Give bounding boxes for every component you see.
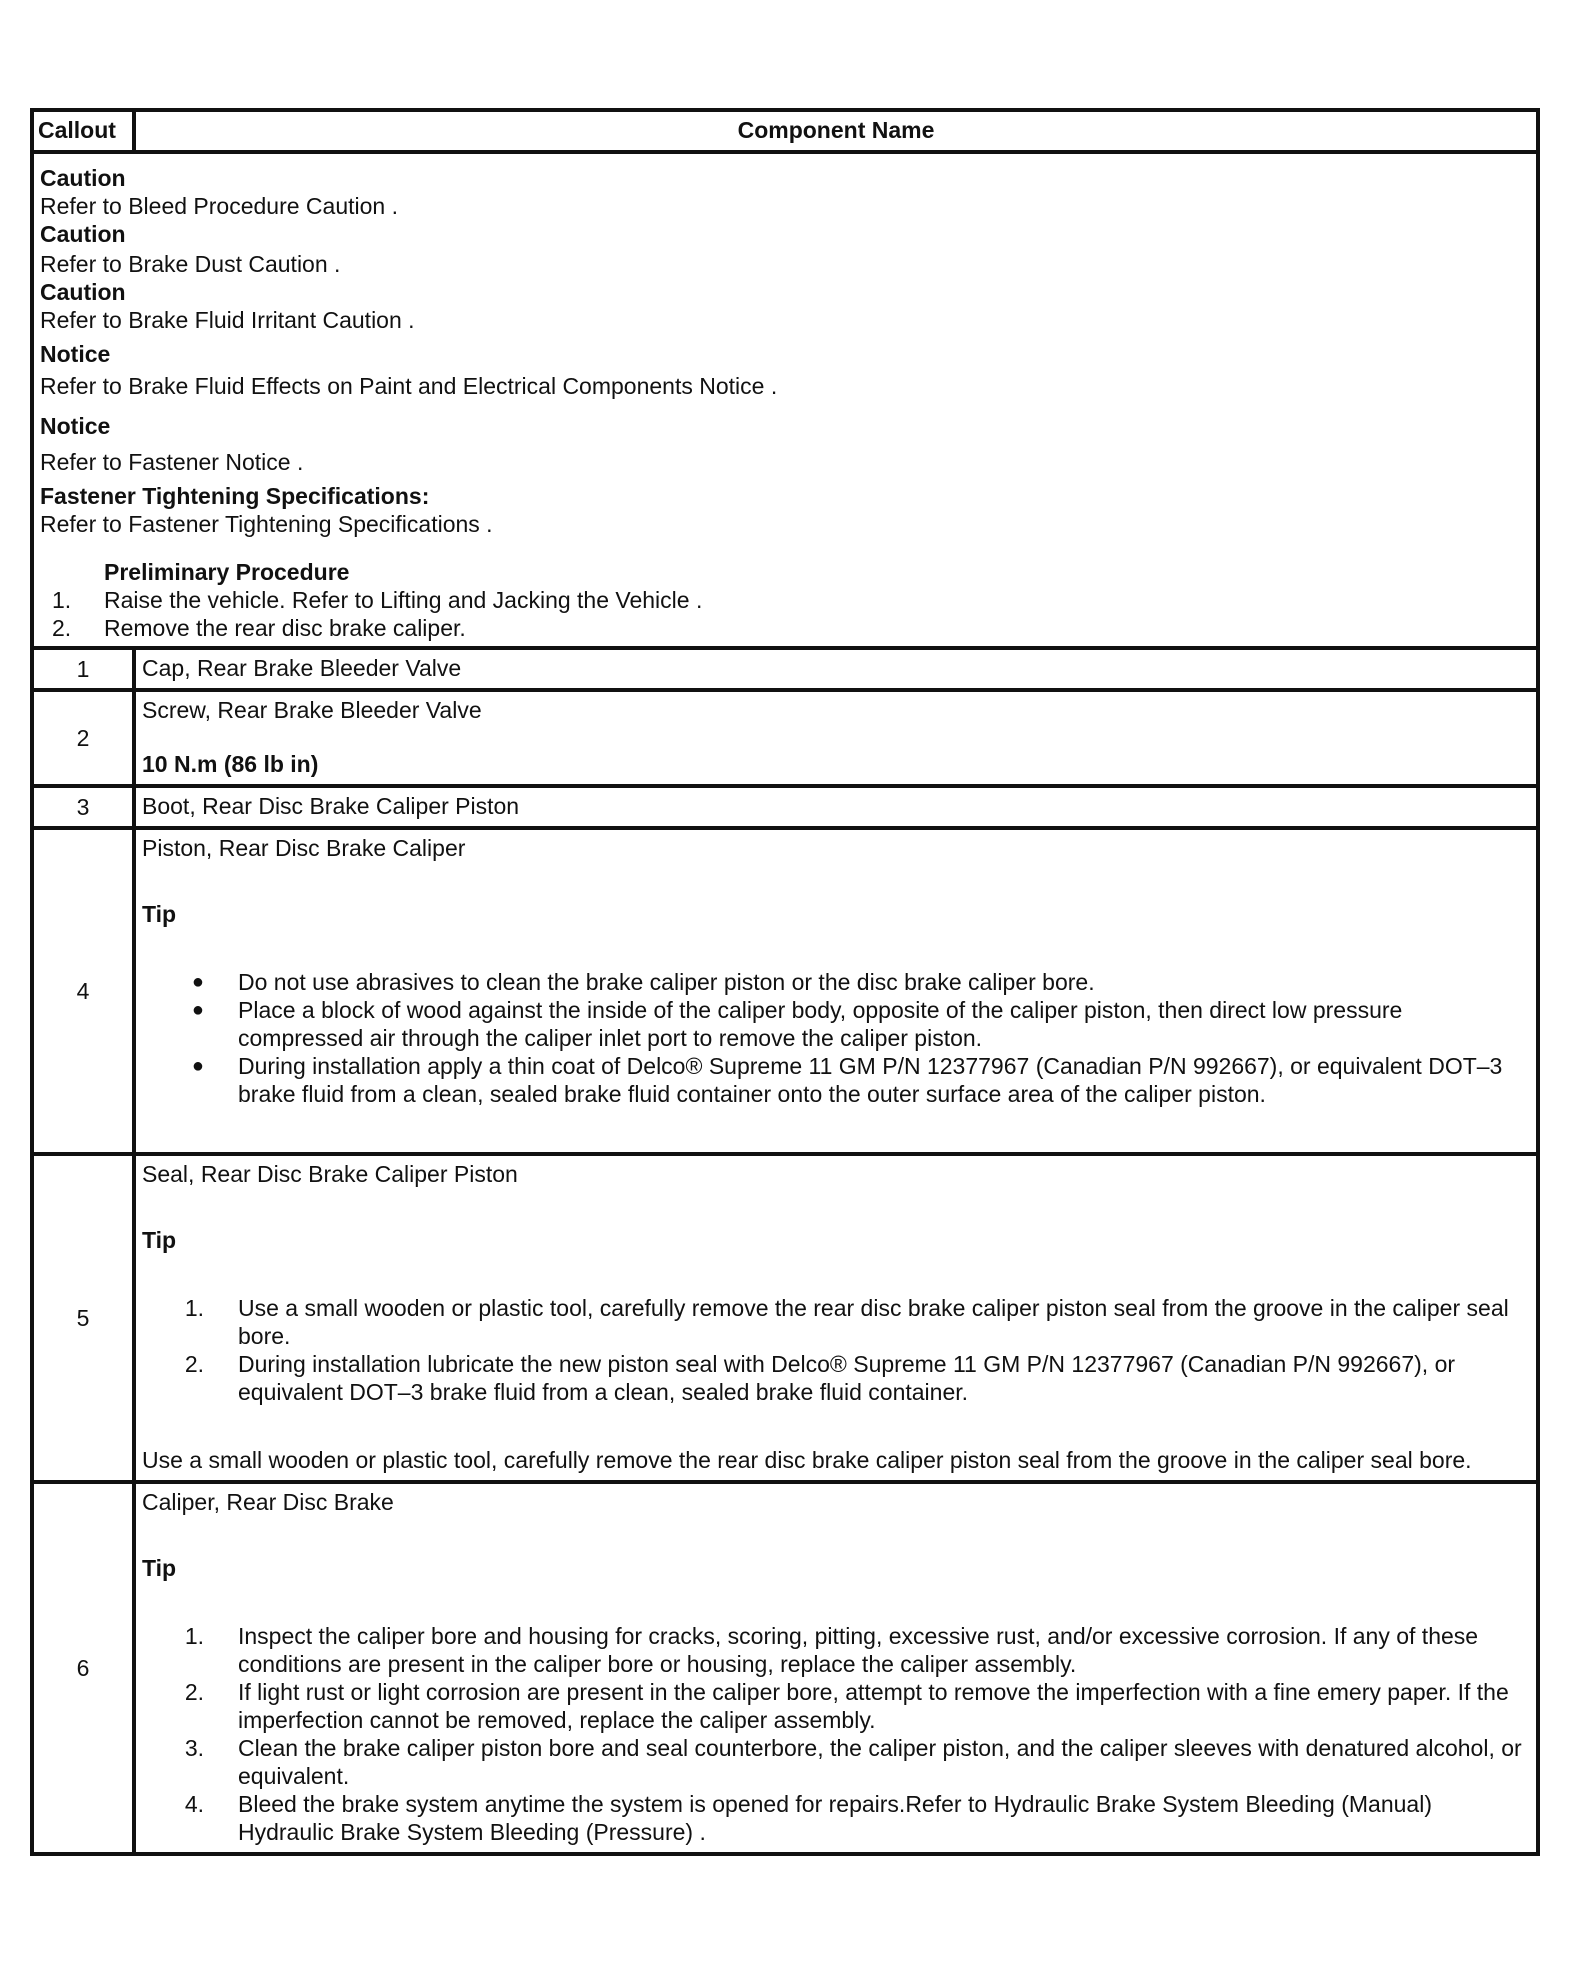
component-name: Piston, Rear Disc Brake Caliper — [142, 835, 466, 861]
bullet-marker: ● — [191, 1055, 204, 1077]
tip-text: Do not use abrasives to clean the brake caliper piston or the disc brake caliper bore. — [238, 969, 1095, 995]
tip-text: Place a block of wood against the inside of the caliper body, opposite of the caliper piston, then direct low pressure compressed air through the caliper inlet port to remove the caliper piston. — [238, 997, 1403, 1051]
note-title: Caution — [40, 221, 126, 247]
tip-text: Clean the brake caliper piston bore and seal counterbore, the caliper piston, and the caliper sleeves with denatured alcohol, or equivalent. — [238, 1735, 1522, 1789]
callout-cell: 3 — [32, 786, 134, 828]
component-name-cell — [134, 648, 1538, 690]
table-row — [32, 690, 1538, 786]
step-text: Remove the rear disc brake caliper. — [104, 615, 466, 641]
intro-cell — [32, 152, 1538, 648]
callout-cell: 4 — [32, 828, 134, 1154]
note-title: Caution — [40, 279, 126, 305]
step-number: 4. — [184, 1791, 204, 1817]
table-row — [32, 1154, 1538, 1482]
step-number: 1. — [184, 1295, 204, 1321]
tip-label: Tip — [142, 1555, 177, 1581]
table-row — [32, 828, 1538, 1154]
callout-header: Callout — [32, 110, 134, 152]
list-item — [142, 1350, 1530, 1406]
intro-row — [32, 152, 1538, 648]
component-name: Cap, Rear Brake Bleeder Valve — [142, 655, 462, 681]
note-text: Refer to Bleed Procedure Caution . — [40, 193, 398, 219]
component-name: Boot, Rear Disc Brake Caliper Piston — [142, 793, 520, 819]
tip-text: During installation lubricate the new piston seal with Delco® Supreme 11 GM P/N 12377967 (Canadian P/N 992667), or equivalent DOT–3 brake fluid from a clean, sealed brake fluid container. — [238, 1351, 1456, 1405]
tip-text: Use a small wooden or plastic tool, carefully remove the rear disc brake caliper piston seal from the groove in the caliper seal bore. — [238, 1295, 1509, 1349]
step-number: 2. — [184, 1679, 204, 1705]
step-number: 3. — [184, 1735, 204, 1761]
list-item — [142, 1790, 1530, 1846]
bullet-marker: ● — [191, 971, 204, 993]
table-header-row — [32, 110, 1538, 152]
table-row — [32, 648, 1538, 690]
list-item — [142, 1734, 1530, 1790]
list-item — [142, 1678, 1530, 1734]
component-name: Screw, Rear Brake Bleeder Valve — [142, 697, 482, 723]
list-item — [142, 996, 1530, 1052]
note-title: Fastener Tightening Specifications: — [40, 483, 430, 509]
note-text: Refer to Fastener Notice . — [40, 449, 304, 475]
list-item — [142, 1052, 1530, 1108]
table-row — [32, 1482, 1538, 1854]
note-text: Refer to Brake Dust Caution . — [40, 251, 341, 277]
torque-spec: 10 N.m (86 lb in) — [142, 751, 319, 777]
list-item — [40, 586, 1530, 614]
component-name-cell — [134, 690, 1538, 786]
tip-text: Inspect the caliper bore and housing for cracks, scoring, pitting, excessive rust, and/or excessive corrosion. If any of these conditions are present in the caliper bore or housing, replace the caliper assembly. — [238, 1623, 1479, 1677]
tip-label: Tip — [142, 1227, 177, 1253]
note-title: Caution — [40, 165, 126, 191]
note-text: Refer to Brake Fluid Irritant Caution . — [40, 307, 415, 333]
callout-cell: 1 — [32, 648, 134, 690]
tip-text: Bleed the brake system anytime the system is opened for repairs.Refer to Hydraulic Brake System Bleeding (Manual) Hydraulic Brake System Bleeding (Pressure) . — [238, 1791, 1432, 1845]
seal-footer-note: Use a small wooden or plastic tool, carefully remove the rear disc brake caliper piston seal from the groove in the caliper seal bore. — [142, 1447, 1472, 1473]
tip-text: During installation apply a thin coat of Delco® Supreme 11 GM P/N 12377967 (Canadian P/N 992667), or equivalent DOT–3 brake fluid from a clean, sealed brake fluid container onto the outer surface area of the caliper piston. — [238, 1053, 1503, 1107]
bullet-marker: ● — [191, 999, 204, 1021]
component-name: Caliper, Rear Disc Brake — [142, 1489, 394, 1515]
component-name-cell — [134, 1154, 1538, 1482]
component-table — [30, 108, 1540, 1856]
component-name-cell — [134, 1482, 1538, 1854]
component-name-header: Component Name — [134, 110, 1538, 152]
list-item — [142, 1622, 1530, 1678]
callout-cell: 6 — [32, 1482, 134, 1854]
preliminary-title: Preliminary Procedure — [104, 559, 350, 585]
preliminary-steps — [40, 586, 1530, 642]
component-name-cell — [134, 828, 1538, 1154]
tip-text: If light rust or light corrosion are present in the caliper bore, attempt to remove the imperfection with a fine emery paper. If the imperfection cannot be removed, replace the caliper assembly. — [238, 1679, 1509, 1733]
list-item — [142, 968, 1530, 996]
step-number: 1. — [52, 587, 72, 613]
note-text: Refer to Brake Fluid Effects on Paint and Electrical Components Notice . — [40, 373, 778, 399]
step-text: Raise the vehicle. Refer to Lifting and Jacking the Vehicle . — [104, 587, 703, 613]
callout-cell: 5 — [32, 1154, 134, 1482]
note-title: Notice — [40, 341, 111, 367]
tip-label: Tip — [142, 901, 177, 927]
tip-list — [142, 1294, 1530, 1406]
note-title: Notice — [40, 413, 111, 439]
callout-cell: 2 — [32, 690, 134, 786]
table-row — [32, 786, 1538, 828]
note-text: Refer to Fastener Tightening Specifications . — [40, 511, 493, 537]
list-item — [142, 1294, 1530, 1350]
step-number: 2. — [52, 615, 72, 641]
component-name-cell — [134, 786, 1538, 828]
step-number: 2. — [184, 1351, 204, 1377]
tip-list — [142, 1622, 1530, 1846]
list-item — [40, 614, 1530, 642]
step-number: 1. — [184, 1623, 204, 1649]
component-name: Seal, Rear Disc Brake Caliper Piston — [142, 1161, 518, 1187]
tip-list — [142, 968, 1530, 1108]
